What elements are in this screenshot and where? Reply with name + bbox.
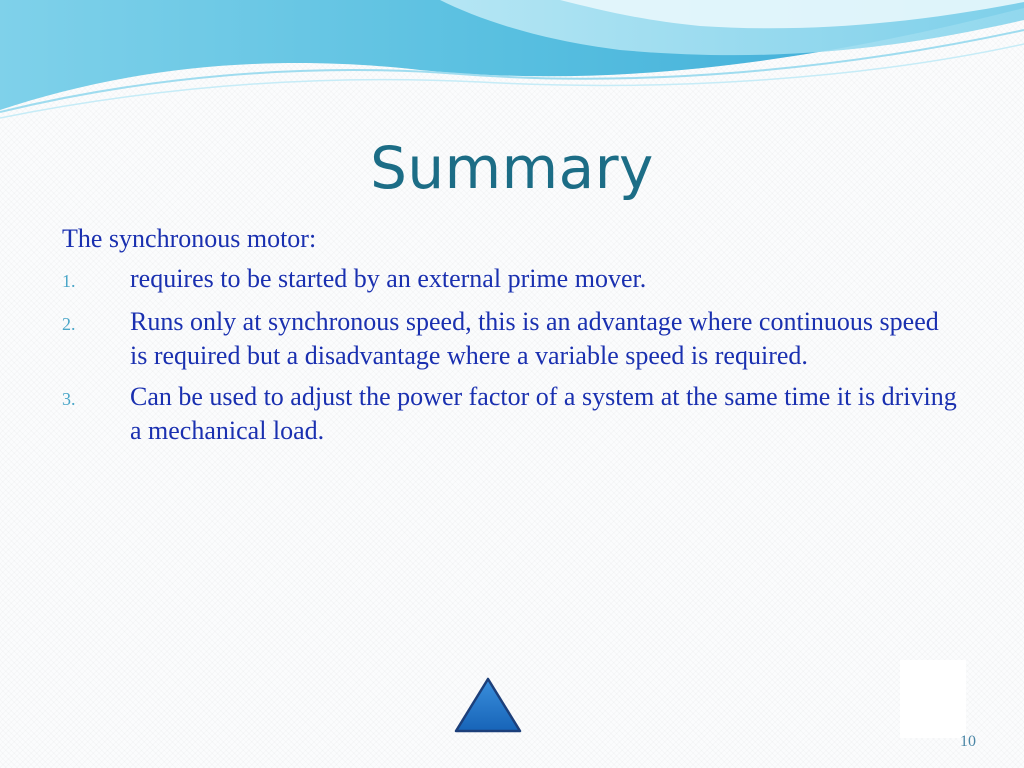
list-item-text: Runs only at synchronous speed, this is an advantage where continuous speed is required but a disadvantage where a variable speed is required. [130, 307, 939, 370]
list-item-number: 2. [62, 314, 76, 334]
header-wave-decoration [0, 0, 1024, 130]
slide-title: Summary [370, 134, 654, 202]
list-item-number: 1. [62, 271, 76, 291]
list-item [62, 380, 962, 448]
list-item-text: Can be used to adjust the power factor of a system at the same time it is driving a mechanical load. [130, 382, 957, 445]
list-item [62, 262, 962, 298]
list-item-text: requires to be started by an external prime mover. [130, 264, 647, 293]
intro-text: The synchronous motor: [62, 224, 317, 253]
summary-list [62, 262, 962, 448]
list-item-number: 3. [62, 389, 76, 409]
nav-placeholder-box [900, 660, 966, 738]
page-number: 10 [960, 733, 976, 750]
list-item [62, 305, 962, 373]
slide-body [62, 222, 962, 455]
triangle-up-icon[interactable] [453, 676, 523, 734]
